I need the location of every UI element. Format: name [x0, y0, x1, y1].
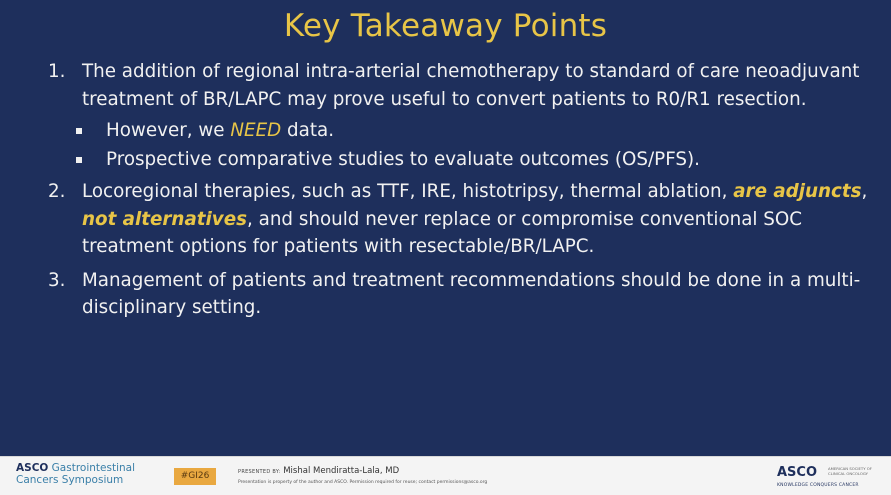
gi-symposium-logo: ASCO Gastrointestinal Cancers Symposium [16, 462, 136, 486]
point-number: 2. [48, 181, 66, 202]
slide-content [42, 58, 868, 322]
sub-bullet-1: However, we NEED data. [42, 116, 868, 145]
asco-tagline: KNOWLEDGE CONQUERS CANCER [777, 483, 859, 488]
sub-bullet-2: Prospective comparative studies to evaluate outcomes (OS/PFS). [42, 145, 868, 174]
presenter-name: Mishal Mendiratta-Lala, MD [283, 466, 400, 476]
square-bullet-icon [76, 157, 82, 163]
takeaway-point-3 [42, 267, 868, 322]
emphasis-not-alternatives: not alternatives [82, 208, 247, 230]
point-number: 3. [48, 269, 66, 291]
sub-bullet-list [42, 116, 868, 174]
takeaway-point-2: 2. Locoregional therapies, such as TTF, IRE, histotripsy, thermal ablation, are adjuncts, not alternatives, and should never replace or compromise conventional SOC treatment options for patients with resectable/BR/LAPC. [42, 178, 868, 261]
point-text: The addition of regional intra-arterial chemotherapy to standard of care neoadjuvant treatment of BR/LAPC may prove useful to convert patients to R0/R1 resection. [82, 61, 860, 110]
asco-society-text: AMERICAN SOCIETY OF CLINICAL ONCOLOGY [828, 466, 872, 476]
slide-footer [0, 456, 891, 495]
point-number: 1. [48, 61, 66, 82]
hashtag-badge: #GI26 [174, 468, 216, 485]
slide-title: Key Takeaway Points [283, 8, 608, 44]
square-bullet-icon [76, 128, 82, 134]
emphasis-adjuncts: are adjuncts [733, 181, 862, 202]
takeaway-point-1 [42, 58, 868, 113]
point-text: Management of patients and treatment recommendations should be done in a multi-disciplinary setting. [82, 269, 861, 318]
presenter-info: PRESENTED BY: Mishal Mendiratta-Lala, MD [238, 466, 400, 476]
asco-logo: ASCO [777, 465, 818, 480]
emphasis-need: NEED [230, 120, 282, 141]
disclaimer-text: Presentation is property of the author and ASCO. Permission required for reuse; contact permissions@asco.org [238, 480, 488, 485]
